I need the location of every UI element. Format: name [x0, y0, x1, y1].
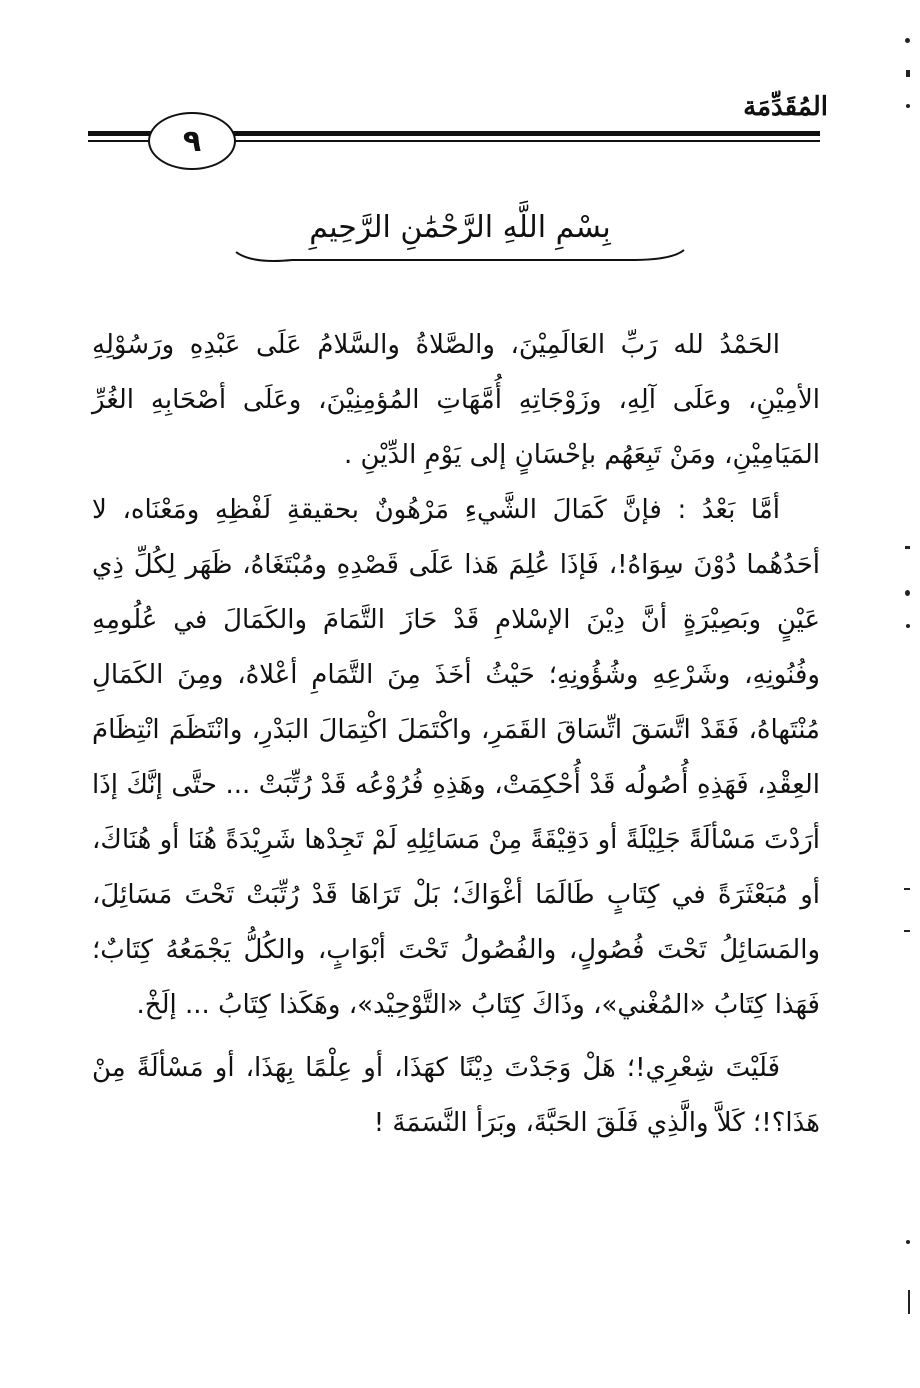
scan-mark: [904, 888, 910, 890]
page-number: ٩: [182, 123, 202, 159]
scan-mark: [905, 38, 910, 43]
scan-mark: [906, 70, 910, 77]
chapter-title: المُقَدِّمَة: [743, 92, 828, 122]
scan-mark: [905, 546, 910, 549]
scan-mark: [904, 930, 910, 932]
scan-mark: [906, 1240, 910, 1244]
scan-mark: [906, 624, 910, 628]
scan-mark: [906, 104, 910, 108]
basmala: بِسْمِ اللَّهِ الرَّحْمَٰنِ الرَّحِيمِ: [309, 210, 611, 245]
paragraph: أمَّا بَعْدُ : فإنَّ كَمَالَ الشَّيءِ مَرْهُونٌ بحقيقةِ لَفْظِهِ ومَعْنَاه، لا أحَدُهُما دُوْنَ سِوَاهُ!، فَإذَا عُلِمَ هَذا عَلَى قَصْدِهِ ومُبْتَغَاهُ، ظَهَر لِكُلِّ ذِي عَيْنٍ وبَصِيْرَةٍ أنَّ دِيْنَ الإسْلامِ قَدْ حَازَ التَّمَامَ والكَمَالَ في عُلُومِهِ وفُنُونِهِ، وشَرْعِهِ وشُؤُونِهِ؛ حَيْثُ أخَذَ مِنَ التَّمَامِ أعْلاهُ، ومِنَ الكَمَالِ مُنْتَهاهُ، فَقَدْ اتَّسَقَ اتِّسَاقَ القَمَرِ، واكْتَمَلَ اكْتِمَالَ البَدْرِ، وانْتَظَمَ انْتِظَامَ العِقْدِ، فَهَذِهِ أُصُولُه قَدْ أُحْكِمَتْ، وهَذِهِ فُرُوْعُه قَدْ رُتِّبَتْ ... حتَّى إنَّكَ إذَا أرَدْتَ مَسْألَةً جَلِيْلَةً أو دَقِيْقَةً مِنْ مَسَائِلِهِ لَمْ تَجِدْها شَرِيْدَةً هُنَا أو هُنَاكَ، أو مُبَعْثَرَةً في كِتَابٍ طَالَمَا أغْوَاكَ؛ بَلْ تَرَاهَا قَدْ رُتِّبَتْ تَحْتَ مَسَائِلَ، والمَسَائِلُ تَحْتَ فُصُولٍ، والفُصُولُ تَحْتَ أبْوَابٍ، والكُلُّ يَجْمَعُهُ كِتَابٌ؛ فَهَذا كِتَابُ «المُغْني»، وذَاكَ كِتَابُ «التَّوْحِيْد»، وهَكَذا كِتَابُ ... إلَخْ.: [92, 495, 820, 1020]
basmala-flourish-ornament: [232, 246, 688, 266]
paragraph: الحَمْدُ لله رَبِّ العَالَمِيْنَ، والصَّلاةُ والسَّلامُ عَلَى عَبْدِهِ ورَسُوْلِهِ الأمِيْنِ، وعَلَى آلِهِ، وزَوْجَاتِهِ أُمَّهَاتِ المُؤمِنِيْنَ، وعَلَى أصْحَابِهِ الغُرِّ المَيَامِيْنِ، ومَنْ تَبِعَهُم بإحْسَانٍ إلى يَوْمِ الدِّيْنِ .: [92, 330, 820, 470]
scan-mark: [905, 590, 910, 596]
page-number-badge: [148, 112, 236, 170]
main-text: [92, 318, 820, 1151]
paragraph: فَلَيْتَ شِعْرِي!؛ هَلْ وَجَدْتَ دِيْنًا كهَذَا، أو عِلْمًا بِهَذَا، أو مَسْألَةً مِنْ هَذَا؟!؛ كَلاَّ والَّذِي فَلَقَ الحَبَّةَ، وبَرَأ النَّسَمَةَ !: [92, 1053, 820, 1138]
scan-mark: [908, 1290, 910, 1314]
